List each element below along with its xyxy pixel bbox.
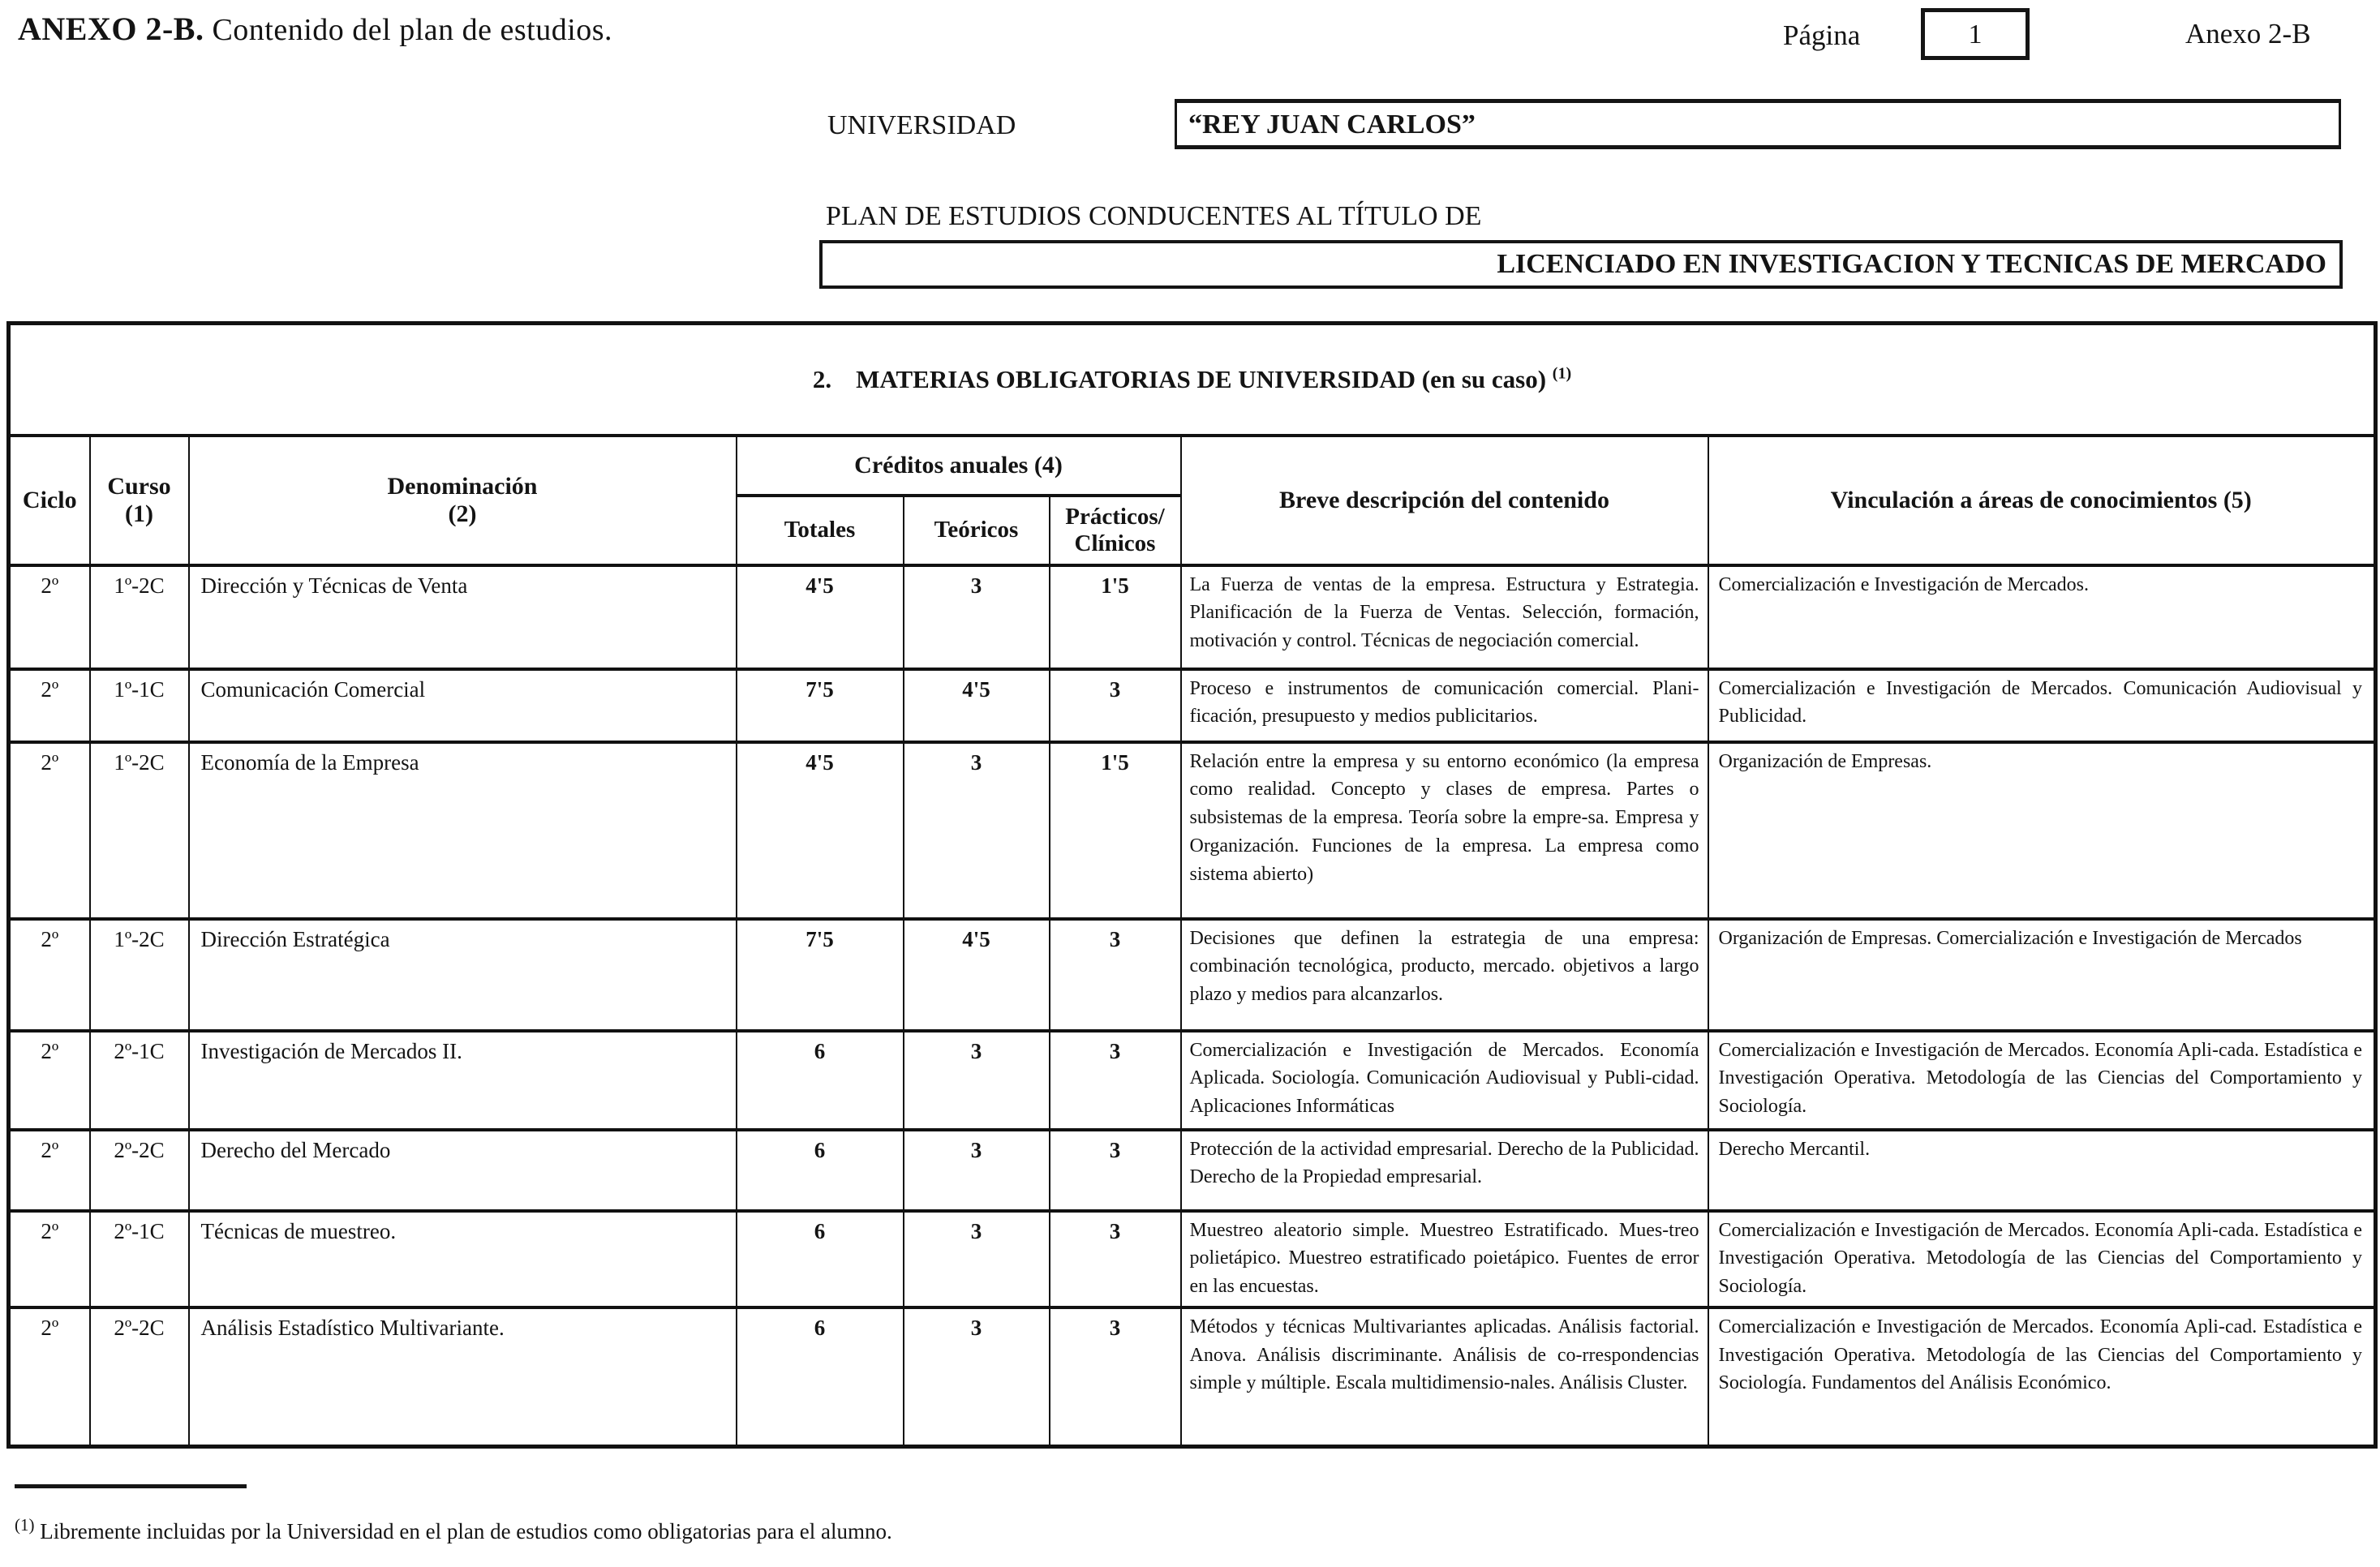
- col-header-denominacion-line1: Denominación: [387, 472, 538, 500]
- cell-vinculacion: Comercialización e Investigación de Mercados. Comunicación Audiovisual y Publicidad.: [1708, 669, 2376, 742]
- cell-curso: 2º-2C: [90, 1307, 189, 1447]
- col-header-practicos-line1: Prácticos/: [1065, 503, 1165, 530]
- cell-descripcion: Métodos y técnicas Multivariantes aplicadas. Análisis factorial. Anova. Análisis discriminante. Análisis de co-rrespondencias simple y múltiple. Escala multidimensio-nales. Análisis Cluster.: [1181, 1307, 1708, 1447]
- table-title-footnote-marker: (1): [1552, 364, 1572, 383]
- page-number-box: [1921, 8, 2030, 60]
- annex-label: Anexo 2-B: [2185, 18, 2311, 49]
- table-title-text: MATERIAS OBLIGATORIAS DE UNIVERSIDAD (en su caso): [856, 364, 1547, 393]
- cell-denominacion: Comunicación Comercial: [189, 669, 737, 742]
- cell-descripcion: Relación entre la empresa y su entorno económico (la empresa como realidad. Concepto y clases de empresa. Partes o subsistemas de la empresa. Teoría sobre la empre-sa. Empresa y Organización. Funciones de la empresa. La empresa como sistema abierto): [1181, 742, 1708, 919]
- col-header-vinculacion: Vinculación a áreas de conocimientos (5): [1708, 436, 2376, 565]
- cell-descripcion: La Fuerza de ventas de la empresa. Estructura y Estrategia. Planificación de la Fuerza de Ventas. Selección, formación, motivación y control. Técnicas de negociación comercial.: [1181, 565, 1708, 669]
- university-name: “REY JUAN CARLOS”: [1188, 109, 1476, 140]
- cell-practicos: 3: [1050, 1307, 1181, 1447]
- cell-denominacion: Dirección Estratégica: [189, 919, 737, 1031]
- cell-practicos: 1'5: [1050, 742, 1181, 919]
- cell-denominacion: Derecho del Mercado: [189, 1130, 737, 1211]
- cell-descripcion: Muestreo aleatorio simple. Muestreo Estratificado. Mues-treo polietápico. Muestreo estratificado poietápico. Fuentes de error en las encuestas.: [1181, 1211, 1708, 1307]
- table-row: [9, 669, 2376, 742]
- cell-curso: 1º-1C: [90, 669, 189, 742]
- cell-vinculacion: Comercialización e Investigación de Mercados.: [1708, 565, 2376, 669]
- cell-totales: 6: [737, 1307, 904, 1447]
- university-name-box: [1175, 99, 2341, 149]
- col-header-curso: [90, 436, 189, 565]
- cell-denominacion: Economía de la Empresa: [189, 742, 737, 919]
- col-header-practicos-line2: Clínicos: [1074, 530, 1156, 556]
- cell-practicos: 3: [1050, 919, 1181, 1031]
- footnote-text: Libremente incluidas por la Universidad en el plan de estudios como obligatorias para el alumno.: [34, 1519, 892, 1544]
- cell-practicos: 1'5: [1050, 565, 1181, 669]
- cell-denominacion: Dirección y Técnicas de Venta: [189, 565, 737, 669]
- degree-name-box: [819, 240, 2343, 289]
- cell-teoricos: 3: [904, 1307, 1050, 1447]
- cell-totales: 4'5: [737, 742, 904, 919]
- cell-ciclo: 2º: [9, 919, 90, 1031]
- cell-ciclo: 2º: [9, 1307, 90, 1447]
- table-row: [9, 1307, 2376, 1447]
- cell-denominacion: Técnicas de muestreo.: [189, 1211, 737, 1307]
- cell-curso: 1º-2C: [90, 742, 189, 919]
- cell-curso: 2º-1C: [90, 1031, 189, 1130]
- degree-name: LICENCIADO EN INVESTIGACION Y TECNICAS DE MERCADO: [1497, 249, 2326, 279]
- cell-teoricos: 3: [904, 1031, 1050, 1130]
- cell-vinculacion: Derecho Mercantil.: [1708, 1130, 2376, 1211]
- cell-descripcion: Protección de la actividad empresarial. Derecho de la Publicidad. Derecho de la Propiedad empresarial.: [1181, 1130, 1708, 1211]
- page-label: Página: [1783, 19, 1861, 51]
- table-title: [9, 324, 2376, 436]
- table-title-number: 2.: [812, 364, 832, 393]
- table-row: [9, 565, 2376, 669]
- cell-ciclo: 2º: [9, 1031, 90, 1130]
- subjects-table: [6, 321, 2378, 1449]
- cell-totales: 6: [737, 1211, 904, 1307]
- cell-ciclo: 2º: [9, 1211, 90, 1307]
- cell-teoricos: 3: [904, 565, 1050, 669]
- cell-teoricos: 3: [904, 1211, 1050, 1307]
- table-row: [9, 919, 2376, 1031]
- col-header-practicos: [1050, 496, 1181, 565]
- document-title-bold: ANEXO 2-B.: [18, 11, 204, 47]
- cell-denominacion: Investigación de Mercados II.: [189, 1031, 737, 1130]
- plan-title-label: PLAN DE ESTUDIOS CONDUCENTES AL TÍTULO DE: [826, 201, 1482, 231]
- cell-teoricos: 4'5: [904, 919, 1050, 1031]
- table-row: [9, 742, 2376, 919]
- cell-ciclo: 2º: [9, 1130, 90, 1211]
- cell-vinculacion: Organización de Empresas.: [1708, 742, 2376, 919]
- cell-totales: 4'5: [737, 565, 904, 669]
- cell-curso: 1º-2C: [90, 565, 189, 669]
- cell-ciclo: 2º: [9, 669, 90, 742]
- table-row: [9, 1130, 2376, 1211]
- col-header-descripcion: Breve descripción del contenido: [1181, 436, 1708, 565]
- cell-teoricos: 3: [904, 742, 1050, 919]
- footnote-marker: (1): [15, 1515, 35, 1535]
- document-title-rest: Contenido del plan de estudios.: [204, 13, 613, 47]
- col-header-teoricos: Teóricos: [904, 496, 1050, 565]
- cell-teoricos: 4'5: [904, 669, 1050, 742]
- table-row: [9, 1211, 2376, 1307]
- cell-ciclo: 2º: [9, 742, 90, 919]
- cell-curso: 2º-2C: [90, 1130, 189, 1211]
- cell-curso: 2º-1C: [90, 1211, 189, 1307]
- cell-descripcion: Comercialización e Investigación de Mercados. Economía Aplicada. Sociología. Comunicación Audiovisual y Publi-cidad. Aplicaciones Informáticas: [1181, 1031, 1708, 1130]
- cell-totales: 7'5: [737, 669, 904, 742]
- cell-practicos: 3: [1050, 669, 1181, 742]
- cell-practicos: 3: [1050, 1211, 1181, 1307]
- page-number: 1: [1968, 19, 1983, 49]
- cell-totales: 7'5: [737, 919, 904, 1031]
- cell-totales: 6: [737, 1031, 904, 1130]
- cell-vinculacion: Comercialización e Investigación de Mercados. Economía Apli-cada. Estadística e Investigación Operativa. Metodología de las Ciencias del Comportamiento y Sociología.: [1708, 1211, 2376, 1307]
- col-header-curso-line2: (1): [125, 500, 153, 527]
- col-header-denominacion: [189, 436, 737, 565]
- cell-descripcion: Proceso e instrumentos de comunicación comercial. Plani-ficación, presupuesto y medios publicitarios.: [1181, 669, 1708, 742]
- cell-vinculacion: Comercialización e Investigación de Mercados. Economía Apli-cad. Estadística e Investigación Operativa. Metodología de las Ciencias del Comportamiento y Sociología. Fundamentos del Análisis Económico.: [1708, 1307, 2376, 1447]
- footnote-text-line: [15, 1515, 2380, 1544]
- cell-totales: 6: [737, 1130, 904, 1211]
- cell-denominacion: Análisis Estadístico Multivariante.: [189, 1307, 737, 1447]
- col-header-creditos: Créditos anuales (4): [737, 436, 1181, 496]
- universidad-label: UNIVERSIDAD: [827, 110, 1016, 140]
- footnote: [15, 1484, 2380, 1544]
- cell-curso: 1º-2C: [90, 919, 189, 1031]
- col-header-curso-line1: Curso: [107, 472, 171, 500]
- col-header-ciclo: Ciclo: [9, 436, 90, 565]
- col-header-denominacion-line2: (2): [448, 500, 477, 527]
- cell-teoricos: 3: [904, 1130, 1050, 1211]
- document-header: [0, 0, 2380, 318]
- cell-vinculacion: Organización de Empresas. Comercialización e Investigación de Mercados: [1708, 919, 2376, 1031]
- cell-ciclo: 2º: [9, 565, 90, 669]
- cell-practicos: 3: [1050, 1130, 1181, 1211]
- footnote-rule: [15, 1484, 247, 1488]
- document-title: [18, 10, 612, 48]
- table-row: [9, 1031, 2376, 1130]
- cell-vinculacion: Comercialización e Investigación de Mercados. Economía Apli-cada. Estadística e Investigación Operativa. Metodología de las Ciencias del Comportamiento y Sociología.: [1708, 1031, 2376, 1130]
- col-header-totales: Totales: [737, 496, 904, 565]
- cell-descripcion: Decisiones que definen la estrategia de una empresa: combinación tecnológica, producto, mercado. objetivos a largo plazo y medios para alcanzarlos.: [1181, 919, 1708, 1031]
- cell-practicos: 3: [1050, 1031, 1181, 1130]
